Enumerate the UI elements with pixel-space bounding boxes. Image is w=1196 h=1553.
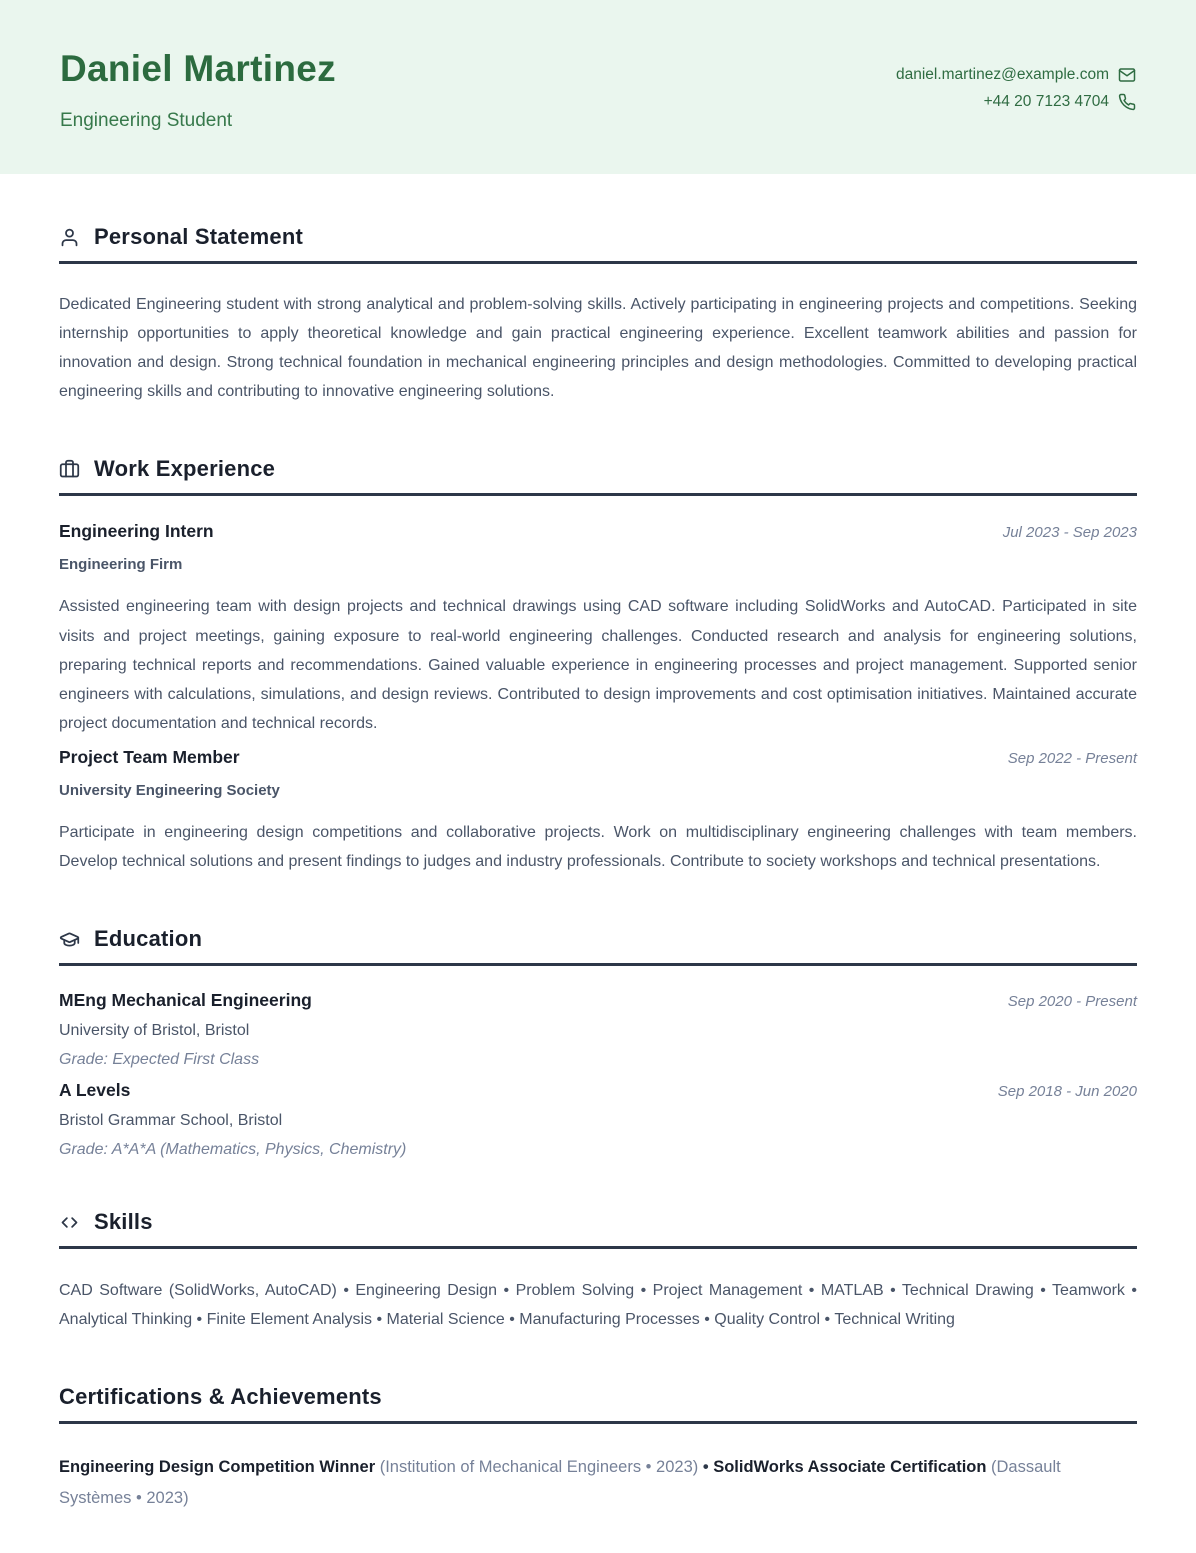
job-entry <box>59 747 1137 876</box>
section-title: Work Experience <box>94 456 276 482</box>
education-dates: Sep 2020 - Present <box>1007 993 1137 1011</box>
institution: Bristol Grammar School, Bristol <box>59 1112 283 1130</box>
person-title: Engineering Student <box>60 110 233 131</box>
institution: University of Bristol, Bristol <box>59 1022 250 1040</box>
certifications-text: Engineering Design Competition Winner (Institution of Mechanical Engineers • 2023) • SolidWorks Associate Certification (Dassault Systèmes • 2023) <box>59 1458 1061 1507</box>
code-icon <box>59 1212 80 1233</box>
section-education <box>59 926 1137 1159</box>
job-description: Assisted engineering team with design projects and technical drawings using CAD software including SolidWorks and AutoCAD. Participated in site visits and project meetings, gaining exposure to real-world engineering challenges. Conducted research and analysis for engineering solutions, preparing technical reports and recommendations. Gained valuable experience in engineering processes and project management. Supported senior engineers with calculations, simulations, and design reviews. Contributed to design improvements and cost optimisation initiatives. Maintained accurate project documentation and technical records. <box>59 598 1137 732</box>
resume-body <box>0 224 1196 1553</box>
section-title: Education <box>94 926 203 952</box>
job-organization: Engineering Firm <box>59 556 183 574</box>
phone-value: +44 20 7123 4704 <box>983 93 1109 110</box>
graduation-cap-icon <box>59 929 80 950</box>
job-title: Engineering Intern <box>59 521 214 542</box>
contact-phone-row <box>896 93 1136 111</box>
degree-title: MEng Mechanical Engineering <box>59 990 312 1011</box>
section-personal-statement <box>59 224 1137 406</box>
education-heading <box>59 926 1137 952</box>
education-entry <box>59 990 1137 1069</box>
job-entry-head <box>59 747 1137 768</box>
job-dates: Sep 2022 - Present <box>1007 749 1137 767</box>
section-work-experience <box>59 456 1137 876</box>
header-identity <box>60 48 336 132</box>
section-divider <box>59 1421 1137 1424</box>
job-title: Project Team Member <box>59 746 240 767</box>
education-dates: Sep 2018 - Jun 2020 <box>997 1083 1137 1101</box>
section-title: Personal Statement <box>94 224 304 249</box>
section-certifications <box>59 1384 1137 1513</box>
personal-statement-text: Dedicated Engineering student with strong analytical and problem-solving skills. Actively participating in engineering projects and competitions. Seeking internship opportunities to apply theoretical knowledge and gain practical engineering experience. Excellent teamwork abilities and passion for innovation and design. Strong technical foundation in mechanical engineering principles and design methodologies. Committed to developing practical engineering skills and contributing to innovative engineering solutions. <box>59 296 1137 401</box>
education-entry <box>59 1080 1137 1159</box>
section-divider <box>59 963 1137 966</box>
certifications-heading <box>59 1384 1137 1410</box>
email-value: daniel.martinez@example.com <box>895 66 1109 83</box>
education-entry-head <box>59 990 1137 1011</box>
grade: Grade: Expected First Class <box>59 1051 260 1069</box>
header <box>0 0 1196 174</box>
education-entry-head <box>59 1080 1137 1101</box>
job-organization: University Engineering Society <box>59 781 280 799</box>
section-divider <box>59 1246 1137 1249</box>
section-divider <box>59 261 1137 264</box>
mail-icon <box>1118 66 1136 84</box>
person-icon <box>59 227 80 248</box>
person-name: Daniel Martinez <box>60 48 336 89</box>
skills-text: CAD Software (SolidWorks, AutoCAD) • Engineering Design • Problem Solving • Project Management • MATLAB • Technical Drawing • Teamwork • Analytical Thinking • Finite Element Analysis • Material Science • Manufacturing Processes • Quality Control • Technical Writing <box>59 1282 1137 1329</box>
certification-name: Engineering Design Competition Winner <box>59 1458 376 1477</box>
personal-statement-heading <box>59 224 1137 250</box>
job-description: Participate in engineering design competitions and collaborative projects. Work on multidisciplinary engineering challenges with team members. Develop technical solutions and present findings to judges and industry professionals. Contribute to society workshops and technical presentations. <box>59 823 1137 871</box>
work-experience-heading <box>59 456 1137 482</box>
section-title: Certifications & Achievements <box>59 1384 382 1410</box>
section-title: Skills <box>94 1209 153 1235</box>
section-divider <box>59 493 1137 496</box>
briefcase-icon <box>59 459 80 480</box>
grade: Grade: A*A*A (Mathematics, Physics, Chemistry) <box>59 1141 407 1159</box>
job-entry <box>59 521 1137 738</box>
certification-name: SolidWorks Associate Certification <box>713 1458 987 1477</box>
section-skills <box>59 1209 1137 1334</box>
skills-heading <box>59 1209 1137 1235</box>
job-dates: Jul 2023 - Sep 2023 <box>1002 524 1137 542</box>
job-entry-head <box>59 521 1137 542</box>
degree-title: A Levels <box>59 1080 131 1101</box>
contact-info <box>896 48 1136 120</box>
contact-email-row <box>896 66 1136 84</box>
phone-icon <box>1118 93 1136 111</box>
